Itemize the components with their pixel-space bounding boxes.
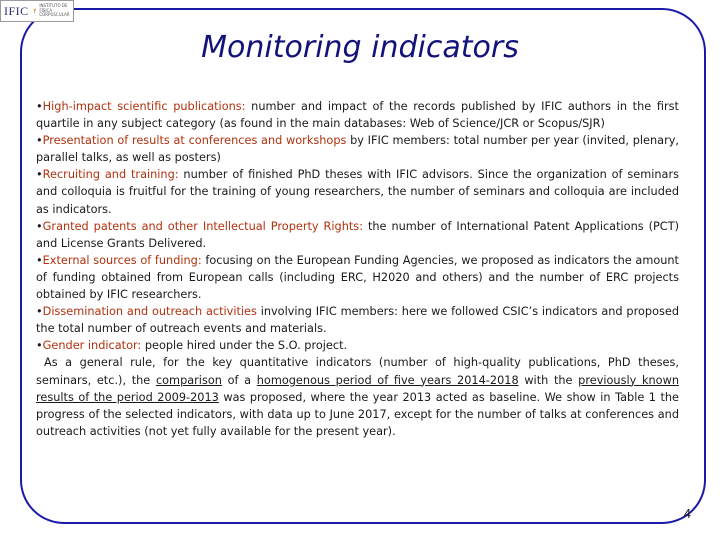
item-lead: External sources of funding: <box>42 253 202 267</box>
summary-text-1: As a general rule, for the key quantitative indicators (number of high-quality publications, PhD theses, seminars, etc.), the <box>36 356 679 387</box>
item-text: people hired under the S.O. project. <box>141 339 348 353</box>
item-text: the number of International Patent Applications (PCT) and License Grants Delivered. <box>36 219 679 250</box>
ific-logo <box>0 0 74 22</box>
list-item: •External sources of funding: focusing on the European Funding Agencies, we proposed as indicators the amount of funding obtained from European calls (including ERC, H2020 and others) and the number of ERC projects obtained by IFIC researchers. <box>36 253 679 302</box>
item-lead: High-impact scientific publications: <box>42 100 246 113</box>
emblem-icon <box>33 5 37 17</box>
summary-text-3: with the <box>518 373 579 387</box>
item-text: involving IFIC members: here we followed CSIC’s indicators and proposed the total number of outreach events and materials. <box>36 305 679 336</box>
list-item: •Dissemination and outreach activities involving IFIC members: here we followed CSIC’s indicators and proposed the total number of outreach events and materials. <box>36 305 679 336</box>
logo-subtitle: INSTITUTO DE FÍSICA CORPUSCULAR <box>39 3 70 18</box>
list-item: •Granted patents and other Intellectual Property Rights: the number of International Patent Applications (PCT) and License Grants Delivered. <box>36 219 679 250</box>
indicator-list <box>36 98 679 440</box>
item-lead: Granted patents and other Intellectual Property Rights: <box>42 219 363 233</box>
summary-text-2: of a <box>221 373 257 387</box>
list-item: •Recruiting and training: number of finished PhD theses with IFIC advisors. Since the organization of seminars and colloquia is fruitful for the training of young researchers, the number of seminars and colloquia are included as indicators. <box>36 168 679 216</box>
summary-underlined-3: previously known results of the period 2009-2013 <box>36 373 679 404</box>
list-item: •High-impact scientific publications: number and impact of the records published by IFIC authors in the first quartile in any subject category (as found in the main databases: Web of Science/JCR or Scopus/SJR) <box>36 100 679 131</box>
list-item: •Gender indicator: people hired under the S.O. project. <box>36 339 348 353</box>
logo-text: IFIC <box>4 3 29 18</box>
item-text: number of finished PhD theses with IFIC advisors. Since the organization of seminars and colloquia is fruitful for the training of young researchers, the number of seminars and colloquia are included as indicators. <box>36 168 679 216</box>
item-lead: Presentation of results at conferences and workshops <box>42 134 347 148</box>
item-text: number and impact of the records published by IFIC authors in the first quartile in any subject category (as found in the main databases: Web of Science/JCR or Scopus/SJR) <box>36 100 679 131</box>
summary-paragraph <box>36 354 679 439</box>
item-lead: Gender indicator: <box>42 339 142 353</box>
item-lead: Recruiting and training: <box>42 168 179 182</box>
item-lead: Dissemination and outreach activities <box>42 305 257 319</box>
summary-underlined-2: homogenous period of five years 2014-2018 <box>256 373 519 387</box>
summary-underlined-1: comparison <box>155 373 222 387</box>
page-title: Monitoring indicators <box>201 30 519 65</box>
list-item: •Presentation of results at conferences and workshops by IFIC members: total number per year (invited, plenary, parallel talks, as well as posters) <box>36 134 679 165</box>
item-text: focusing on the European Funding Agencies, we proposed as indicators the amount of funding obtained from European calls (including ERC, H2020 and others) and the number of ERC projects obtained by IFIC researchers. <box>36 253 679 302</box>
summary-text-4: was proposed, where the year 2013 acted as baseline. We show in Table 1 the progress of the selected indicators, with data up to June 2017, except for the number of talks at conferences and outreach activities (not yet fully available for the present year). <box>36 390 680 438</box>
item-text: by IFIC members: total number per year (invited, plenary, parallel talks, as well as posters) <box>36 134 679 165</box>
page-number: 4 <box>683 506 691 521</box>
